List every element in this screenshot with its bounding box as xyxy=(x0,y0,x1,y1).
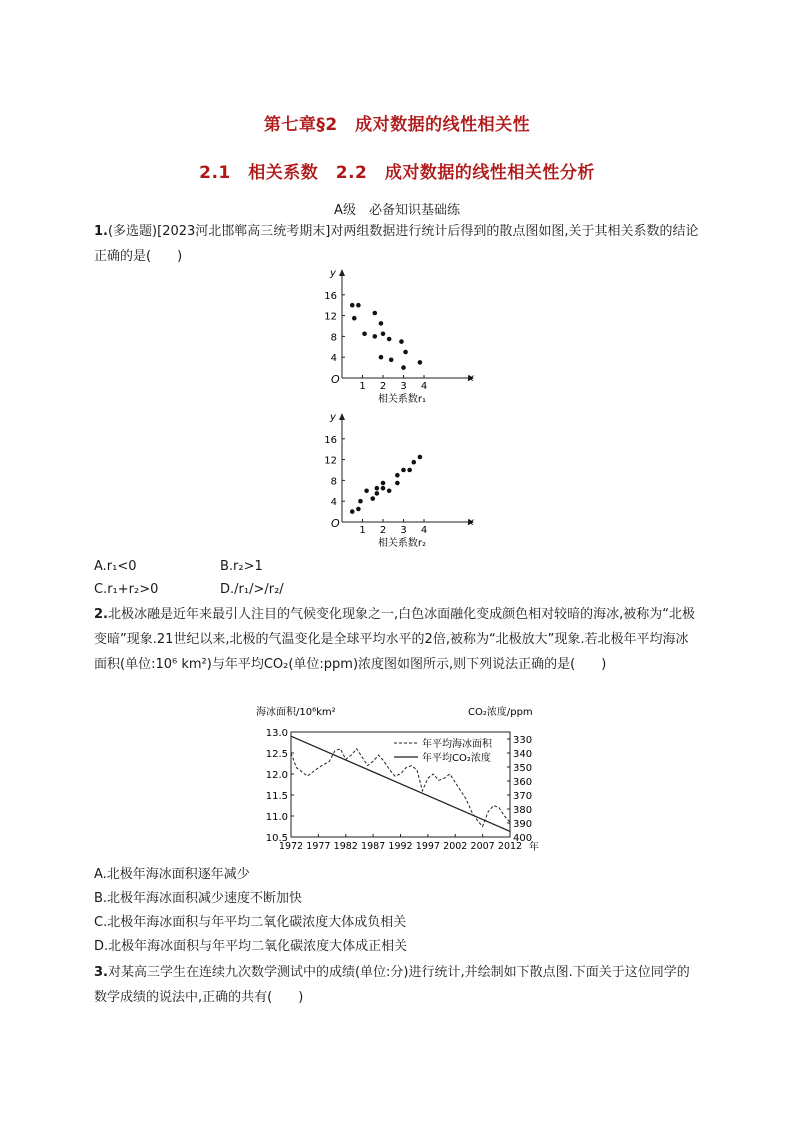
origin-label: O xyxy=(331,517,340,530)
question-text: (多选题)[2023河北邯郸高三统考期末]对两组数据进行统计后得到的散点图如图,关于其相关系数的结论正确的是( ) xyxy=(94,224,699,264)
y-tick-label: 8 xyxy=(330,476,337,488)
scatter-point xyxy=(387,337,392,342)
question-text: 北极冰融是近年来最引人注目的气候变化现象之一,白色冰面融化变成颜色相对较暗的海冰,被称为“北极变暗”现象.21世纪以来,北极的气温变化是全球平均水平的2倍,被称为“北极放大”现象.若北极年平均海冰面积(单位:10⁶ km²)与年平均CO₂(单位:ppm)浓度图如图所示,则下列说法正确的是( ) xyxy=(94,607,695,672)
option-c[interactable]: C.r₁+r₂>0 xyxy=(94,582,159,597)
scatter-chart-r2 xyxy=(318,410,478,550)
option-b[interactable]: B.北极年海冰面积减少速度不断加快 xyxy=(94,891,303,906)
y-tick-label: 16 xyxy=(324,434,337,446)
scatter-point xyxy=(401,468,406,473)
right-tick-label: 370 xyxy=(513,791,533,802)
scatter-point xyxy=(375,486,380,491)
x-tick-label: 4 xyxy=(420,525,428,536)
question-text: 对某高三学生在连续九次数学测试中的成绩(单位:分)进行统计,并绘制如下散点图.下面关于这位同学的数学成绩的说法中,正确的共有( ) xyxy=(94,965,690,1005)
legend-label: 年平均CO₂浓度 xyxy=(422,753,491,764)
left-tick-label: 12.5 xyxy=(265,749,288,760)
scatter-point xyxy=(350,509,355,514)
option-d[interactable]: D.北极年海冰面积与年平均二氧化碳浓度大体成正相关 xyxy=(94,939,408,954)
option-d[interactable]: D./r₁/>/r₂/ xyxy=(220,582,284,597)
right-tick-label: 340 xyxy=(513,749,533,760)
scatter-point xyxy=(350,303,355,308)
right-tick-label: 390 xyxy=(513,819,533,830)
scatter-point xyxy=(364,489,369,494)
right-tick-label: 360 xyxy=(513,777,533,788)
y-tick-label: 8 xyxy=(330,332,337,344)
y-axis-arrow xyxy=(339,269,345,276)
scatter-point xyxy=(370,496,375,501)
scatter-chart-r1 xyxy=(318,266,478,406)
x-tick-label: 1 xyxy=(359,525,366,536)
legend-label: 年平均海冰面积 xyxy=(422,739,492,750)
section-subtitle: 2.1 相关系数 2.2 成对数据的线性相关性分析 xyxy=(199,163,595,183)
x-tick-label: 3 xyxy=(400,381,407,392)
scatter-point xyxy=(395,481,400,486)
x-tick-label: 1987 xyxy=(361,841,386,852)
x-tick-label: 1997 xyxy=(415,841,440,852)
x-tick-label: 2012 xyxy=(497,841,523,852)
x-axis-label: x xyxy=(468,517,474,528)
scatter-point xyxy=(356,507,361,512)
x-tick-label: 4 xyxy=(420,381,428,392)
scatter-point xyxy=(381,332,386,337)
sea-ice-co2-chart xyxy=(250,702,550,857)
x-tick-label: 1992 xyxy=(388,841,413,852)
x-axis-label: x xyxy=(468,373,474,384)
question-2 xyxy=(94,602,700,677)
y-axis-label: y xyxy=(330,268,336,279)
scatter-point xyxy=(395,473,400,478)
scatter-point xyxy=(399,339,404,344)
level-heading: A级 必备知识基础练 xyxy=(334,203,460,218)
scatter-point xyxy=(407,468,412,473)
scatter-point xyxy=(373,334,378,339)
question-number: 3. xyxy=(94,965,108,980)
right-tick-label: 350 xyxy=(513,763,533,774)
scatter-point xyxy=(358,499,363,504)
left-tick-label: 11.0 xyxy=(265,812,288,823)
y-tick-label: 16 xyxy=(324,290,337,302)
chart-caption: 相关系数r₂ xyxy=(377,538,427,549)
right-axis-title: CO₂浓度/ppm xyxy=(468,707,533,718)
x-tick-label: 2 xyxy=(379,381,387,392)
scatter-point xyxy=(362,332,367,337)
left-tick-label: 12.0 xyxy=(265,770,288,781)
x-unit-label: 年 xyxy=(529,842,539,853)
y-axis-arrow xyxy=(339,413,345,420)
option-a[interactable]: A.北极年海冰面积逐年减少 xyxy=(94,867,250,882)
question-number: 2. xyxy=(94,607,108,622)
scatter-point xyxy=(411,460,416,465)
scatter-point xyxy=(373,311,378,316)
scatter-point xyxy=(387,489,392,494)
scatter-point xyxy=(352,316,357,321)
x-tick-label: 1982 xyxy=(333,841,358,852)
left-axis-title: 海冰面积/10⁶km² xyxy=(256,707,336,718)
scatter-point xyxy=(418,360,423,365)
left-tick-label: 10.5 xyxy=(265,833,288,844)
question-3 xyxy=(94,960,700,1010)
scatter-point xyxy=(389,358,394,363)
scatter-point xyxy=(375,491,380,496)
scatter-point xyxy=(379,355,384,360)
left-tick-label: 11.5 xyxy=(265,791,288,802)
right-tick-label: 400 xyxy=(513,833,533,844)
scatter-point xyxy=(356,303,361,308)
x-tick-label: 3 xyxy=(400,525,407,536)
option-a[interactable]: A.r₁<0 xyxy=(94,559,137,574)
y-tick-label: 4 xyxy=(330,497,337,509)
section-title: 第七章§2 成对数据的线性相关性 xyxy=(263,115,531,135)
scatter-point xyxy=(401,365,406,370)
option-c[interactable]: C.北极年海冰面积与年平均二氧化碳浓度大体成负相关 xyxy=(94,915,407,930)
scatter-point xyxy=(418,455,423,460)
y-axis-label: y xyxy=(330,412,336,423)
scatter-point xyxy=(379,321,384,326)
x-tick-label: 2002 xyxy=(443,841,468,852)
x-tick-label: 1972 xyxy=(278,841,304,852)
y-tick-label: 12 xyxy=(324,311,337,323)
x-tick-label: 2 xyxy=(379,525,387,536)
y-tick-label: 12 xyxy=(324,455,337,467)
left-tick-label: 13.0 xyxy=(265,728,288,739)
option-b[interactable]: B.r₂>1 xyxy=(220,559,263,574)
scatter-point xyxy=(403,350,408,355)
x-tick-label: 2007 xyxy=(470,841,495,852)
right-tick-label: 380 xyxy=(513,805,533,816)
y-tick-label: 4 xyxy=(330,353,337,365)
scatter-point xyxy=(381,481,386,486)
x-tick-label: 1977 xyxy=(306,841,331,852)
chart-caption: 相关系数r₁ xyxy=(377,394,427,405)
question-number: 1. xyxy=(94,224,108,239)
scatter-point xyxy=(381,486,386,491)
question-1 xyxy=(94,219,700,269)
origin-label: O xyxy=(331,373,340,386)
right-tick-label: 330 xyxy=(513,735,533,746)
co2-concentration-line xyxy=(291,736,510,831)
x-tick-label: 1 xyxy=(359,381,366,392)
